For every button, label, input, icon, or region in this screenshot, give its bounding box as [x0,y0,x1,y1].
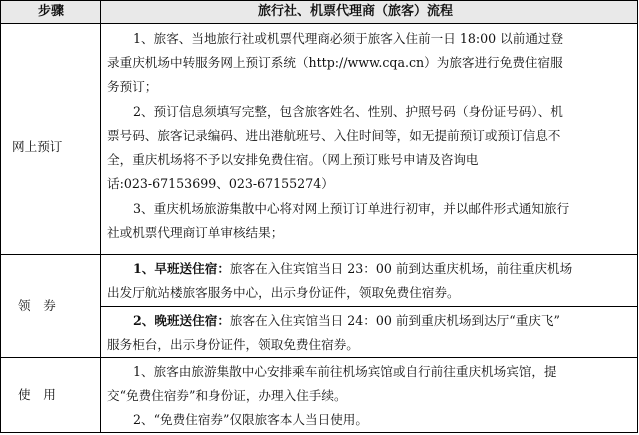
row1-bottom-border [0,254,638,255]
booking-line-5: 票号码、旅客记录编码、进出港航班号、入住时间等，如无提前预订或预订信息不 [107,128,561,143]
voucher-inner-border [100,306,638,307]
morning-shift-line-2: 出发厅航站楼旅客服务中心，出示身份证件，领取免费住宿券。 [107,285,460,300]
morning-shift-text: 旅客在入住宾馆当日 23：00 前到达重庆机场，前往重庆机场 [229,261,573,276]
table-bottom-border [0,432,638,433]
morning-shift-line-1 [133,258,572,280]
booking-line-6: 全，重庆机场将不予以安排免费住宿。（网上预订账号申请及咨询电 [107,152,479,167]
table-right-border [637,0,638,433]
booking-line-3: 务预订； [107,79,158,94]
evening-shift-line-1 [133,310,560,332]
usage-line-1: 1、旅客由旅游集散中心安排乘车前往机场宾馆或自行前往重庆机场宾馆，提 [133,364,557,379]
column-divider [100,0,101,433]
booking-line-2: 录重庆机场中转服务网上预订系统（http://www.cqa.cn）为旅客进行免费住宿服 [107,55,563,70]
booking-line-8: 3、重庆机场旅游集散中心将对网上预订订单进行初审，并以邮件形式通知旅行 [133,201,570,216]
evening-shift-label: 2、晚班送住宿： [133,313,230,328]
header-step: 步骤 [38,4,65,19]
usage-line-3: 2、“免费住宿券”仅限旅客本人当日使用。 [133,412,368,427]
booking-line-1: 1、旅客、当地旅行社或机票代理商必须于旅客入住前一日 18:00 以前通过登 [133,31,564,46]
booking-line-9: 社或机票代理商订单审核结果； [107,225,284,240]
step-usage: 使 用 [18,387,56,402]
table-left-border [0,0,1,433]
table-top-border [0,0,638,1]
step-online-booking: 网上预订 [12,139,63,154]
booking-line-7: 话:023-67153699、023-67155274） [107,176,334,191]
booking-line-4: 2、预订信息须填写完整，包含旅客姓名、性别、护照号码（身份证号码）、机 [133,104,563,119]
usage-line-2: 交“免费住宿券”和身份证，办理入住手续。 [107,388,347,403]
evening-shift-line-2: 服务柜台，出示身份证件，领取免费住宿券。 [107,337,359,352]
row2-bottom-border [0,357,638,358]
header-process: 旅行社、机票代理商（旅客）流程 [258,4,454,19]
step-voucher-pickup: 领 券 [18,298,56,313]
header-bottom-border [0,23,638,24]
morning-shift-label: 1、早班送住宿： [133,261,230,276]
evening-shift-text: 旅客在入住宾馆当日 24：00 前到重庆机场到达厅“重庆飞” [229,313,560,328]
